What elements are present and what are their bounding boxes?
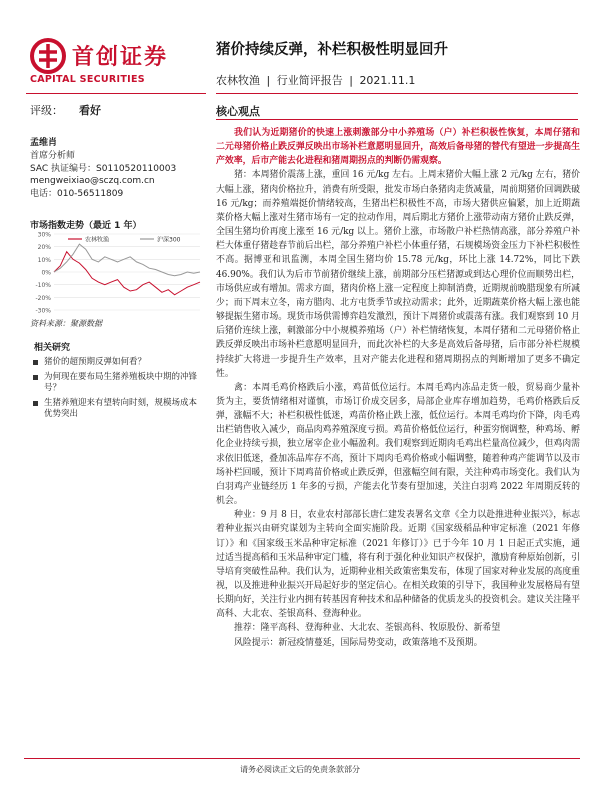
analyst-sac: SAC 执证编号：S0110520110003	[30, 163, 177, 174]
chart-source: 资料来源：聚源数据	[30, 319, 102, 328]
header-divider-left	[26, 93, 206, 94]
legend-label: 沪深300	[157, 236, 181, 244]
paragraph-seed: 种业：9 月 8 日，农业农村部部长唐仁建发表署名文章《全力以赴推进种业振兴》，标志着种业振兴由研究谋划为主转向全面实施阶段。近期《国家级稻品种审定标准（2021 年修订）》和《国家级玉米品种审定标准（2021 年修订）》已于今年 10 月 1 日起正式实施，通过适当提高稻和玉米品种审定门槛，将有利于强化种业知识产权保护，激励育种原始创新，引导培育突破性品种。我们认为，近期种业相关政策密集发布，体现了国家对种业发展的高度重视，以及推进种业振兴开局起好步的坚定信心。在相关政策的引导下，我国种业发展格局有望长期向好，关注行业内拥有转基因育种技术和品种储备的优质龙头的投资机会。建议关注隆平高科、大北农、荃银高科、登海种业。	[216, 510, 580, 620]
chart-title: 市场指数走势（最近 1 年）	[30, 221, 142, 231]
y-tick-label: -20%	[35, 294, 51, 302]
core-heading: 核心观点	[216, 105, 260, 118]
rating-value: 看好	[79, 104, 101, 117]
related-item[interactable]: 猪价的超预期反弹如何看？	[30, 357, 200, 369]
analyst-info	[30, 137, 176, 201]
report-industry: 农林牧渔	[216, 74, 260, 87]
footer-divider	[24, 758, 580, 759]
meta-separator: |	[349, 74, 353, 87]
y-tick-label: 30%	[37, 231, 51, 239]
analyst-title: 首席分析师	[30, 150, 76, 161]
company-logo	[26, 36, 204, 90]
y-tick-label: 0%	[41, 269, 51, 277]
footer-disclaimer: 请务必阅读正文后的免责条款部分	[240, 765, 360, 774]
analyst-phone: 电话：010-56511809	[30, 189, 124, 200]
bullet-icon	[33, 401, 38, 406]
rating-label: 评级：	[30, 104, 63, 117]
paragraph-pig: 猪：本周猪价震荡上涨，重回 16 元/kg 左右。上周末猪价大幅上涨 2 元/kg 左右，猪价大幅上涨，猪肉价格拉升，消费有所受限，批发市场白条猪肉走货减量，周前期猪价回调跌破 16 元/kg；而养殖端挺价情绪较高，生猪出栏积极性不高，市场大猪供应偏紧，加上近期蔬菜价格大幅上涨对生猪市场有一定的拉动作用，周后期北方猪价上涨带动南方猪价止跌反弹，全国生猪均价再度上涨至 16 元/kg 以上。猪价上涨，市场散户补栏热情高涨，部分养殖户补栏大体重仔猪趁春节前后出栏，部分养殖户补栏小体重仔猪，石规模场资金压力下补栏积极性不高。据博亚和讯监测，本周全国生猪均价 15.78 元/kg，环比上涨 14.72%，同比下跌 46.90%。我们认为后市节前猪价继续上涨，前期部分压栏猪源或到达心理价位而顺势出栏，市场供应或有增加。需求方面，猪肉价格上涨一定程度上抑制消费，近期规前晚腊现象有所减少；而下周末立冬，南方腊肉、北方屯货季节或拉动需求；此外，近期蔬菜价格大幅上涨也能够提振生猪市场。现货市场供需博弈趋发激烈，预计下周猪价或震荡有涨。我们观察到 10 月后猪价连续上涨，刺激部分中小规模养殖场（户）补栏情绪恢复，本周仔猪和二元母猪价格止跌反弹反映出市场补栏意愿明显回升，而此次补栏的大多是高效后备母猪，后市部分补栏规模持续扩大将进一步提升生产效率，且对产能去化进程和猪周期拐点的判断增加了更多不确定性。	[216, 170, 580, 379]
core-lead: 我们认为近期猪价的快速上涨刺激部分中小养殖场（户）补栏积极性恢复，本周仔猪和二元母猪价格止跌反弹反映出市场补栏意愿明显回升，高效后备母猪的替代有望进一步提高生产效率，后市产能去化进程和猪周期拐点的判断仍需观察。	[216, 128, 580, 167]
rating	[30, 102, 101, 118]
legend-label: 农林牧渔	[85, 236, 110, 244]
y-tick-label: 10%	[37, 256, 51, 264]
related-item[interactable]: 生猪养殖迎来有望转向时刻，规模场成本优势突出	[30, 398, 200, 421]
related-heading: 相关研究	[34, 343, 71, 353]
capital-securities-logo-icon	[30, 38, 66, 74]
market-index-chart	[28, 230, 204, 314]
bullet-icon	[33, 360, 38, 365]
header-divider-right	[216, 93, 578, 94]
y-tick-label: 20%	[37, 244, 51, 252]
related-item[interactable]: 为何现在要布局生猪养殖板块中期的冲锋号？	[30, 372, 200, 395]
core-divider	[216, 119, 578, 120]
paragraph-poultry: 禽：本周毛鸡价格跌后小涨，鸡苗低位运行。本周毛鸡内冻品走货一般，贸易商少量补货为主，要货情绪相对谨慎，市场订价成交居多，局部企业库存增加趋势，毛鸡价格跌后反弹，涨幅不大；补栏积极性低迷，鸡苗价格止跌上涨，低位运行。本周毛鸡均价下降，肉毛鸡出栏销售收入减少，商品肉鸡养殖深度亏损。鸡苗价格低位运行，种蛋穷悯调整，种鸡场、孵化企业持续亏损，独立屠宰企业小幅盈利。我们观察到近期肉毛鸡出栏量高位减少，但鸡肉需求依旧低迷，叠加冻品库存不高，预计下周肉毛鸡价格或小幅调整，随着种鸡产能调节以及市场补栏回暖，预计下周鸡苗价格或止跌反弹，但涨幅空间有限，关注种鸡市场变化。我们认为白羽鸡产业链经历 1 年多的亏损，产能去化节奏有望加速，关注白羽鸡 2022 年周期反转的机会。	[216, 382, 580, 507]
logo-name-cn: 首创证券	[72, 45, 169, 70]
report-meta	[216, 72, 418, 88]
report-title: 猪价持续反弹，补栏积极性明显回升	[216, 42, 448, 58]
paragraph-recommend: 推荐：隆平高科、登海种业、大北农、荃银高科、牧原股份、新希望	[234, 623, 501, 634]
meta-separator: |	[266, 74, 271, 87]
report-date: 2021.11.1	[359, 74, 416, 87]
logo-name-en: CAPITAL SECURITIES	[30, 74, 145, 85]
y-tick-label: -30%	[35, 307, 51, 314]
analyst-email[interactable]: mengweixiao@sczq.com.cn	[30, 176, 155, 187]
bullet-icon	[33, 375, 38, 380]
core-body	[216, 126, 580, 650]
report-type: 行业简评报告	[276, 74, 343, 87]
paragraph-risk: 风险提示：新冠疫情蔓延，国际局势变动，政策落地不及预期。	[234, 637, 483, 648]
y-tick-label: -10%	[35, 282, 51, 290]
series-line-1	[54, 244, 200, 276]
related-research	[30, 340, 200, 424]
analyst-name: 孟维肖	[30, 138, 58, 148]
